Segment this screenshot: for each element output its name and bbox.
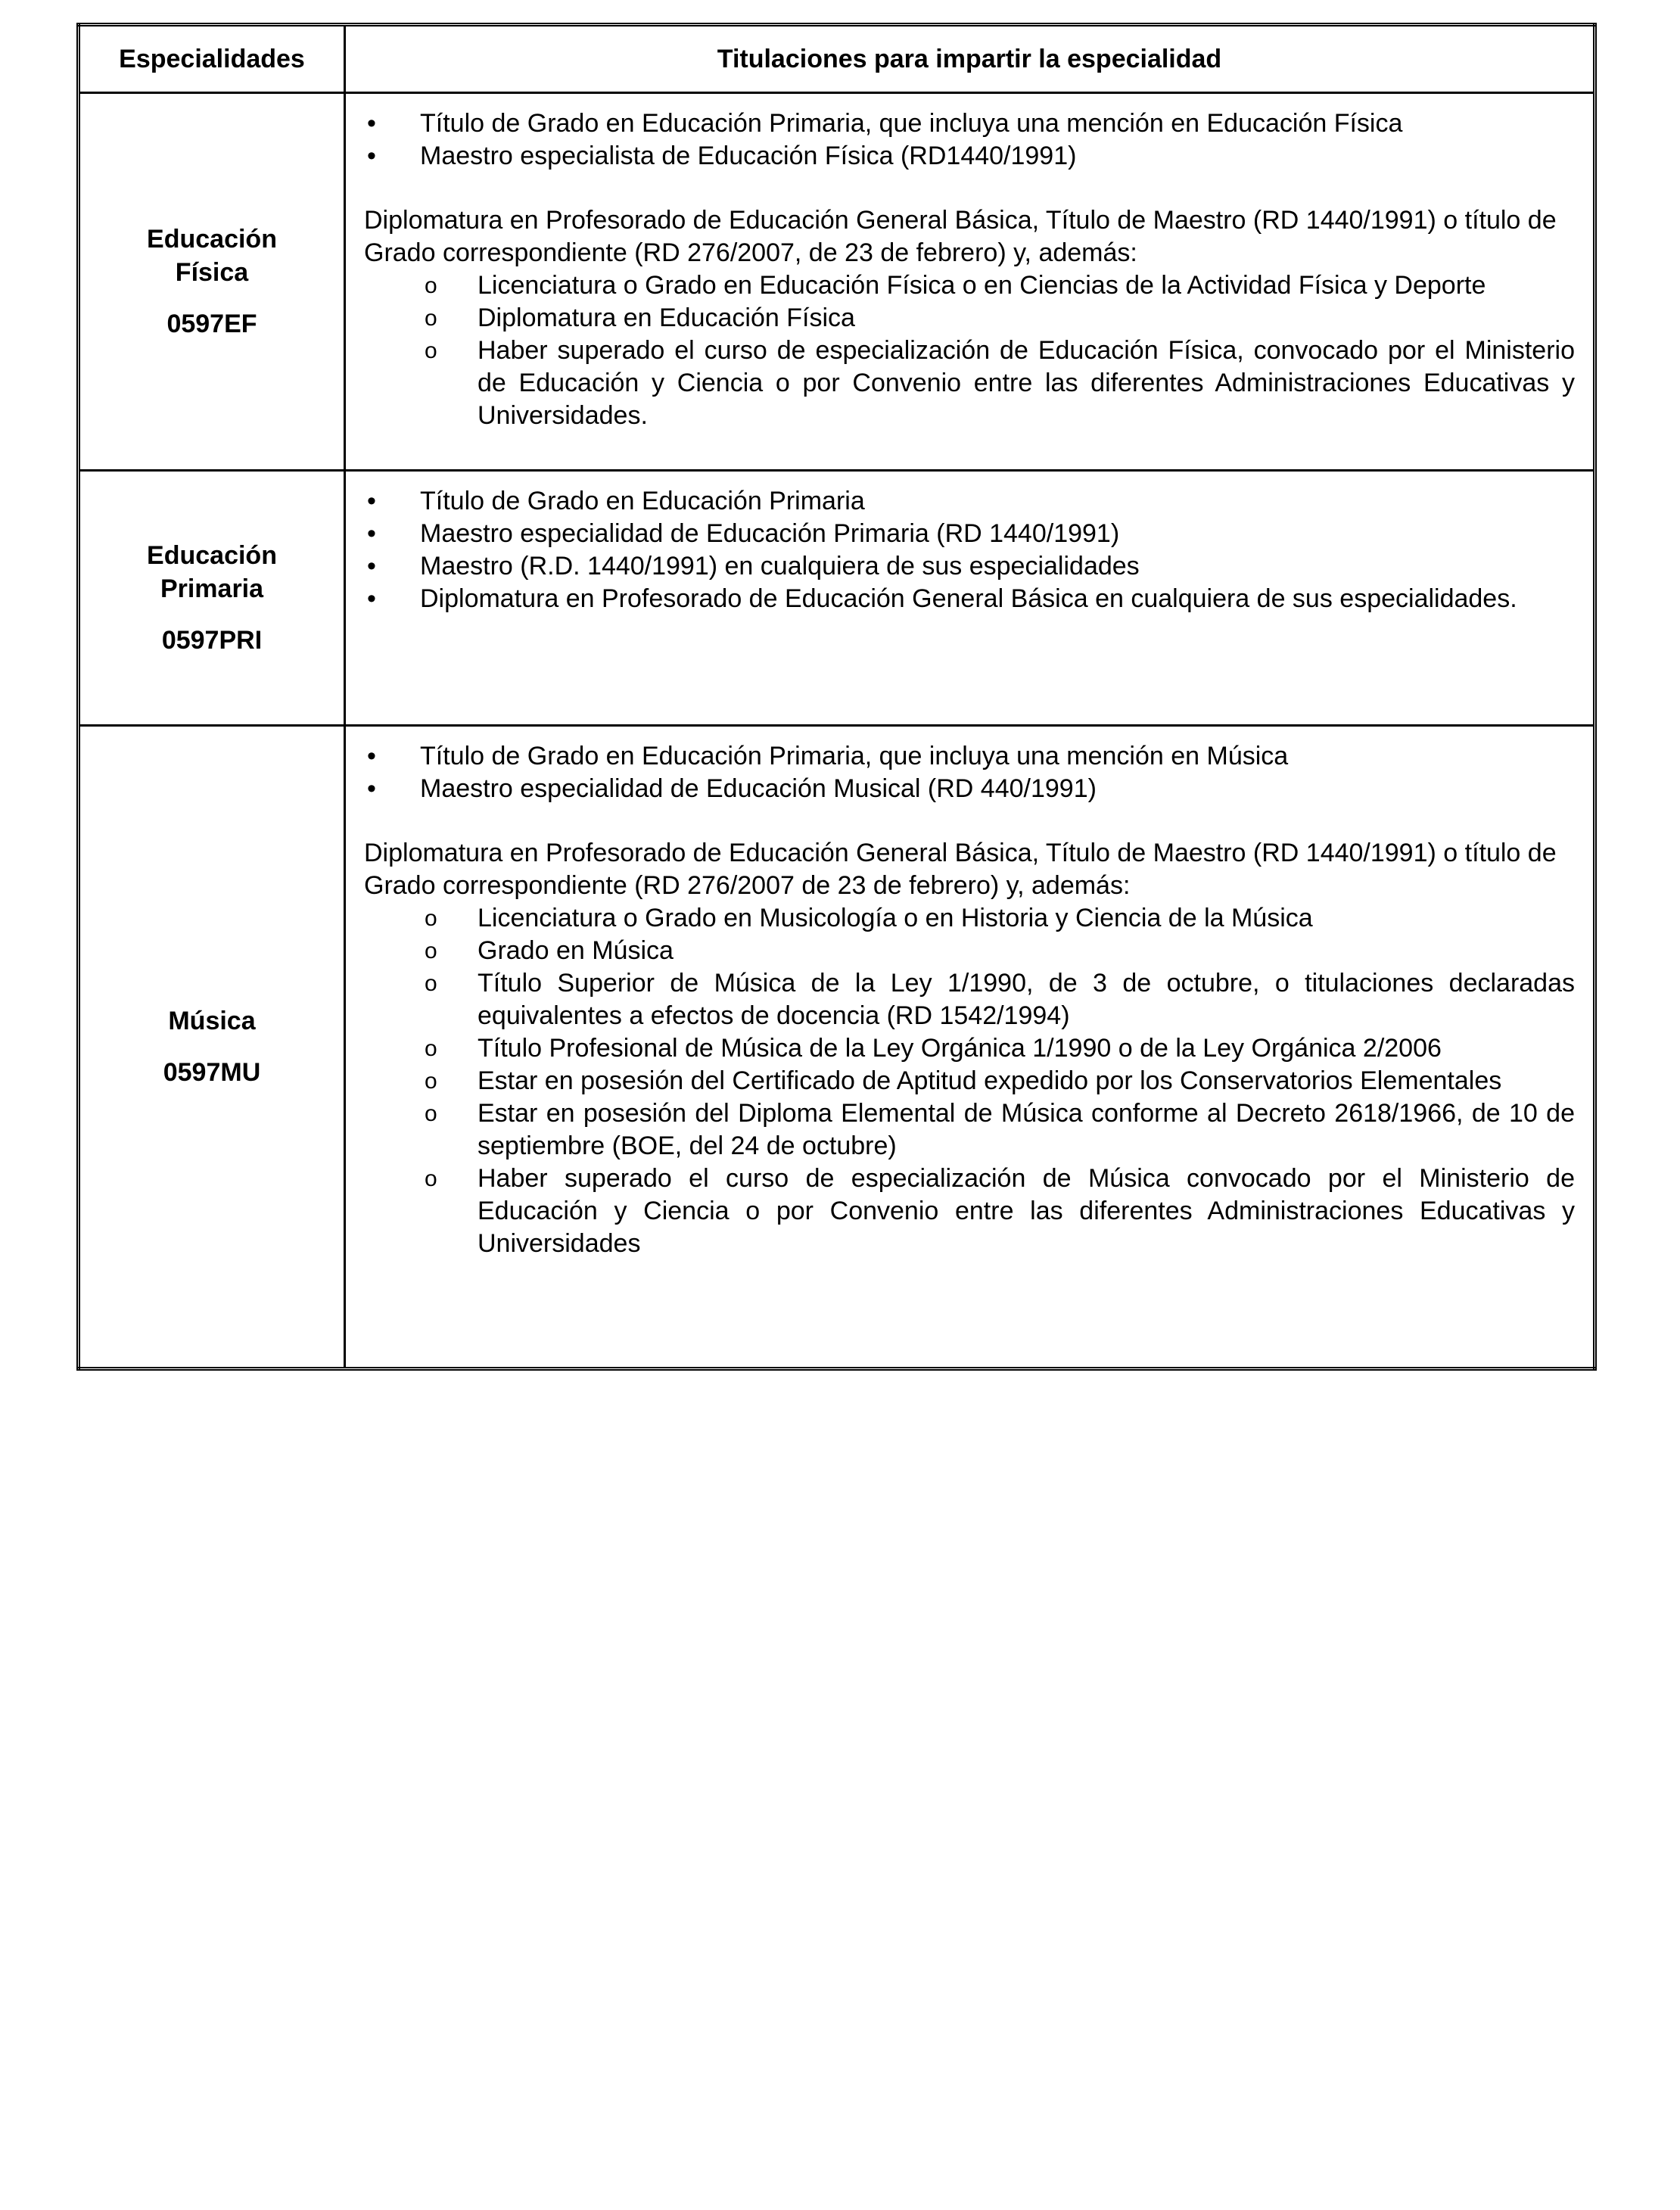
sub-item: o Haber superado el curso de especialización de Educación Física, convocado por el Ministerio de Educación y Ciencia o por Convenio entre las diferentes Administraciones Educativas y Universidades. bbox=[364, 335, 1575, 432]
bullet-list bbox=[364, 740, 1575, 805]
requirements-paragraph: Diplomatura en Profesorado de Educación General Básica, Título de Maestro (RD 1440/1991) o título de Grado correspondiente (RD 276/2007, de 23 de febrero) y, además: bbox=[364, 206, 1557, 267]
titulaciones-cell bbox=[345, 471, 1595, 726]
sub-item: o Diplomatura en Educación Física bbox=[364, 302, 1575, 335]
table-row-musica bbox=[79, 726, 1595, 1369]
specialty-code: 0597PRI bbox=[161, 626, 263, 655]
sub-list bbox=[364, 902, 1575, 1260]
specialty-name-line1: Educación bbox=[147, 225, 277, 254]
specialty-code: 0597MU bbox=[163, 1058, 261, 1087]
specialty-name-line2: Física bbox=[175, 258, 249, 287]
specialty-name-line1: Música bbox=[168, 1007, 256, 1035]
titulaciones-cell bbox=[345, 93, 1595, 471]
sub-item: o Título Profesional de Música de la Ley Orgánica 1/1990 o de la Ley Orgánica 2/2006 bbox=[364, 1032, 1575, 1065]
header-row bbox=[79, 25, 1595, 93]
specialty-cell bbox=[79, 93, 345, 471]
bullet-list bbox=[364, 485, 1575, 615]
bullet-item: • Maestro (R.D. 1440/1991) en cualquiera de sus especialidades bbox=[364, 550, 1575, 583]
bullet-item: • Maestro especialidad de Educación Musical (RD 440/1991) bbox=[364, 773, 1575, 805]
titulaciones-table bbox=[76, 23, 1597, 1371]
sub-item: o Estar en posesión del Certificado de Aptitud expedido por los Conservatorios Elementales bbox=[364, 1065, 1575, 1097]
specialty-cell bbox=[79, 726, 345, 1369]
table-row-educacion-primaria bbox=[79, 471, 1595, 726]
sub-item: o Licenciatura o Grado en Educación Física o en Ciencias de la Actividad Física y Deporte bbox=[364, 269, 1575, 302]
bullet-item: • Título de Grado en Educación Primaria, que incluya una mención en Educación Física bbox=[364, 107, 1575, 140]
specialty-name-line1: Educación bbox=[147, 541, 277, 570]
specialty-code: 0597EF bbox=[166, 310, 257, 338]
sub-item: o Título Superior de Música de la Ley 1/1990, de 3 de octubre, o titulaciones declaradas equivalentes a efectos de docencia (RD 1542/1994) bbox=[364, 967, 1575, 1032]
requirements-paragraph: Diplomatura en Profesorado de Educación General Básica, Título de Maestro (RD 1440/1991) o título de Grado correspondiente (RD 276/2007 de 23 de febrero) y, además: bbox=[364, 839, 1557, 900]
bullet-item: • Diplomatura en Profesorado de Educación General Básica en cualquiera de sus especialidades. bbox=[364, 583, 1575, 615]
header-titulaciones: Titulaciones para impartir la especialidad bbox=[345, 25, 1595, 93]
bullet-item: • Título de Grado en Educación Primaria, que incluya una mención en Música bbox=[364, 740, 1575, 773]
specialty-name-line2: Primaria bbox=[160, 574, 264, 603]
sub-item: o Licenciatura o Grado en Musicología o en Historia y Ciencia de la Música bbox=[364, 902, 1575, 935]
bullet-item: • Título de Grado en Educación Primaria bbox=[364, 485, 1575, 518]
sub-item: o Estar en posesión del Diploma Elemental de Música conforme al Decreto 2618/1966, de 10 de septiembre (BOE, del 24 de octubre) bbox=[364, 1097, 1575, 1163]
sub-list bbox=[364, 269, 1575, 432]
bullet-item: • Maestro especialista de Educación Física (RD1440/1991) bbox=[364, 140, 1575, 173]
table-row-educacion-fisica bbox=[79, 93, 1595, 471]
bullet-list bbox=[364, 107, 1575, 173]
specialty-cell bbox=[79, 471, 345, 726]
header-especialidades: Especialidades bbox=[79, 25, 345, 93]
sub-item: o Grado en Música bbox=[364, 935, 1575, 967]
titulaciones-cell bbox=[345, 726, 1595, 1369]
sub-item: o Haber superado el curso de especialización de Música convocado por el Ministerio de Educación y Ciencia o por Convenio entre las diferentes Administraciones Educativas y Universidades bbox=[364, 1163, 1575, 1260]
bullet-item: • Maestro especialidad de Educación Primaria (RD 1440/1991) bbox=[364, 518, 1575, 550]
